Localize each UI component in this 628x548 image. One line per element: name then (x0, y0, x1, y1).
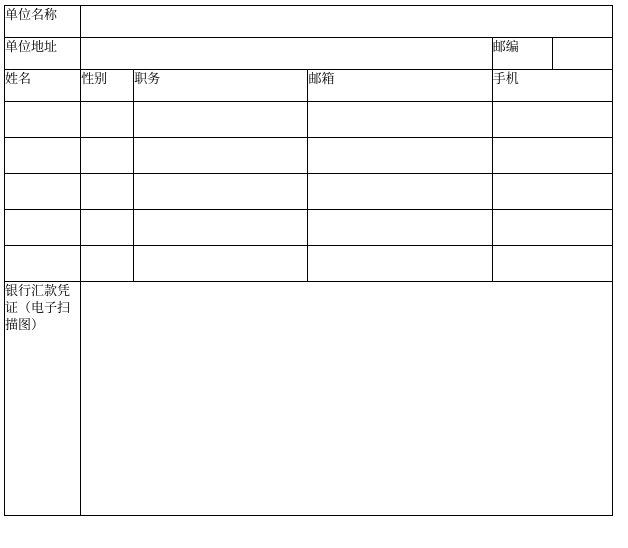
table-row (5, 174, 613, 210)
postcode-label: 邮编 (492, 38, 552, 70)
postcode-value[interactable] (552, 38, 612, 70)
cell-position[interactable] (134, 102, 308, 138)
cell-gender[interactable] (81, 210, 134, 246)
column-header-email: 邮箱 (308, 70, 492, 102)
cell-position[interactable] (134, 246, 308, 282)
column-header-name: 姓名 (5, 70, 81, 102)
cell-position[interactable] (134, 138, 308, 174)
column-header-mobile: 手机 (492, 70, 612, 102)
receipt-image-area[interactable] (81, 282, 613, 516)
cell-gender[interactable] (81, 246, 134, 282)
cell-mobile[interactable] (492, 210, 612, 246)
table-row (5, 246, 613, 282)
column-header-gender: 性别 (81, 70, 134, 102)
cell-gender[interactable] (81, 102, 134, 138)
table-row-receipt (5, 282, 613, 516)
cell-position[interactable] (134, 174, 308, 210)
cell-mobile[interactable] (492, 138, 612, 174)
cell-mobile[interactable] (492, 174, 612, 210)
cell-email[interactable] (308, 246, 492, 282)
cell-name[interactable] (5, 102, 81, 138)
unit-name-label: 单位名称 (5, 6, 81, 38)
cell-email[interactable] (308, 174, 492, 210)
cell-name[interactable] (5, 174, 81, 210)
unit-name-value[interactable] (81, 6, 613, 38)
column-header-position: 职务 (134, 70, 308, 102)
cell-mobile[interactable] (492, 102, 612, 138)
receipt-label: 银行汇款凭证（电子扫描图） (5, 282, 81, 516)
registration-form (4, 5, 613, 516)
cell-email[interactable] (308, 138, 492, 174)
table-row (5, 210, 613, 246)
cell-gender[interactable] (81, 138, 134, 174)
table-row-unit-address (5, 38, 613, 70)
table-row (5, 102, 613, 138)
unit-address-label: 单位地址 (5, 38, 81, 70)
cell-mobile[interactable] (492, 246, 612, 282)
cell-position[interactable] (134, 210, 308, 246)
table-row-unit-name (5, 6, 613, 38)
cell-email[interactable] (308, 210, 492, 246)
registration-table (4, 5, 613, 516)
cell-email[interactable] (308, 102, 492, 138)
unit-address-value[interactable] (81, 38, 493, 70)
cell-name[interactable] (5, 210, 81, 246)
cell-name[interactable] (5, 246, 81, 282)
cell-gender[interactable] (81, 174, 134, 210)
table-row (5, 138, 613, 174)
table-header-row-persons (5, 70, 613, 102)
cell-name[interactable] (5, 138, 81, 174)
